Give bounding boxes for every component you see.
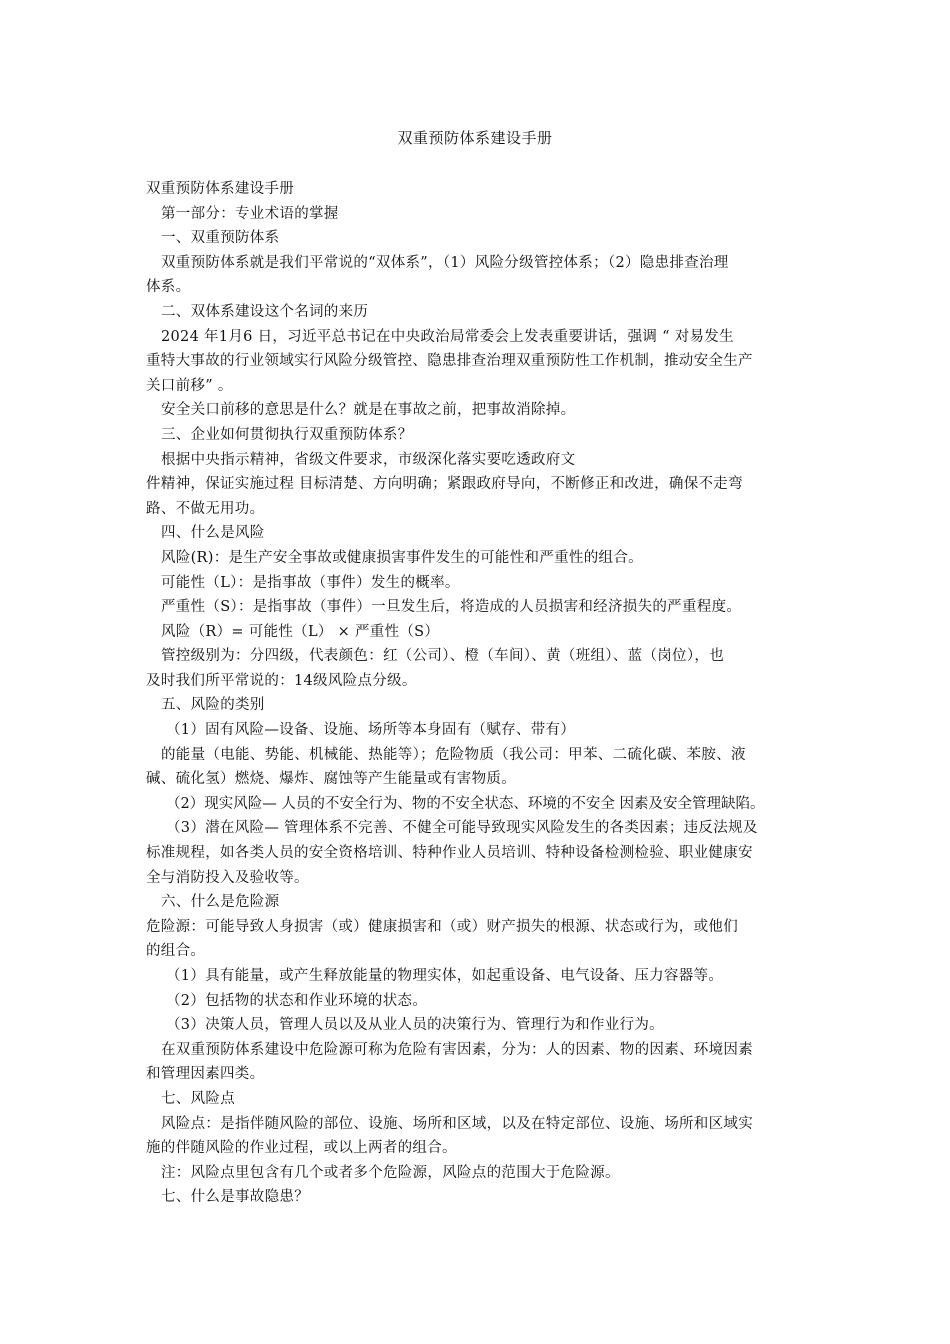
list-item: （3）潜在风险— 管理体系不完善、不健全可能导致现实风险发生的各类因素；违反法规及 bbox=[166, 820, 758, 837]
paragraph-line: 的组合。 bbox=[146, 943, 206, 960]
paragraph-line: 和管理因素四类。 bbox=[146, 1066, 265, 1083]
part-heading: 第一部分：专业术语的掌握 bbox=[161, 205, 339, 222]
section-heading: 七、风险点 bbox=[161, 1090, 235, 1107]
paragraph-line: 标准规程，如各类人员的安全资格培训、特种作业人员培训、特种设备检测检验、职业健康安 bbox=[146, 845, 753, 862]
section-heading: 一、双重预防体系 bbox=[161, 230, 280, 247]
paragraph-line: 严重性（S）：是指事故（事件）一旦发生后，将造成的人员损害和经济损失的严重程度。 bbox=[161, 599, 742, 616]
paragraph-line: 在双重预防体系建设中危险源可称为危险有害因素，分为：人的因素、物的因素、环境因素 bbox=[161, 1041, 753, 1058]
paragraph-line: 关口前移” 。 bbox=[146, 377, 233, 394]
paragraph-line: 风险(R)：是生产安全事故或健康损害事件发生的可能性和严重性的组合。 bbox=[161, 549, 643, 566]
document-heading: 双重预防体系建设手册 bbox=[146, 181, 294, 197]
list-item: （3）决策人员，管理人员以及从业人员的决策行为、管理行为和作业行为。 bbox=[166, 1017, 664, 1034]
paragraph-line: 风险点：是指伴随风险的部位、设施、场所和区域，以及在特定部位、设施、场所和区域实 bbox=[161, 1115, 753, 1132]
paragraph-line: 碱、硫化氢）燃烧、爆炸、腐蚀等产生能量或有害物质。 bbox=[146, 771, 516, 788]
section-heading: 七、什么是事故隐患？ bbox=[161, 1189, 309, 1206]
paragraph-line: 全与消防投入及验收等。 bbox=[146, 869, 309, 886]
paragraph-line: 注：风险点里包含有几个或者多个危险源，风险点的范围大于危险源。 bbox=[161, 1164, 620, 1181]
section-heading: 三、企业如何贯彻执行双重预防体系？ bbox=[161, 426, 413, 443]
document-body bbox=[146, 177, 822, 1210]
list-item: （1）固有风险—设备、设施、场所等本身固有（赋存、带有） bbox=[166, 722, 576, 739]
section-heading: 五、风险的类别 bbox=[161, 697, 265, 714]
page-title: 双重预防体系建设手册 bbox=[397, 129, 553, 147]
formula-line: 风险（R）= 可能性（L） × 严重性（S） bbox=[161, 623, 440, 640]
paragraph-line: 根据中央指示精神，省级文件要求，市级深化落实要吃透政府文 bbox=[161, 451, 576, 468]
list-item: （2）包括物的状态和作业环境的状态。 bbox=[166, 992, 428, 1009]
paragraph-line: 件精神，保证实施过程 目标清楚、方向明确；紧跟政府导向，不断修正和改进，确保不走弯 bbox=[146, 476, 743, 493]
list-item: （1）具有能量，或产生释放能量的物理实体，如起重设备、电气设备、压力容器等。 bbox=[166, 968, 724, 984]
list-item: （2）现实风险— 人员的不安全行为、物的不安全状态、环境的不安全 因素及安全管理缺陷。 bbox=[166, 795, 765, 812]
section-heading: 二、双体系建设这个名词的来历 bbox=[161, 303, 369, 320]
paragraph-line: 施的伴随风险的作业过程，或以上两者的组合。 bbox=[146, 1140, 457, 1157]
paragraph-line: 安全关口前移的意思是什么？就是在事故之前，把事故消除掉。 bbox=[161, 402, 576, 419]
paragraph-line: 危险源：可能导致人身损害（或）健康损害和（或）财产损失的根源、状态或行为，或他们 bbox=[146, 918, 738, 935]
paragraph-line: 体系。 bbox=[146, 279, 191, 296]
paragraph-line: 路、不做无用功。 bbox=[146, 500, 265, 517]
paragraph-line: 可能性（L）：是指事故（事件）发生的概率。 bbox=[161, 574, 460, 591]
section-heading: 六、什么是危险源 bbox=[161, 894, 280, 911]
paragraph-line: 及时我们所平常说的：14级风险点分级。 bbox=[146, 672, 417, 689]
paragraph-line: 双重预防体系就是我们平常说的“双体系”，（1）风险分级管控体系；（2）隐患排查治理 bbox=[161, 254, 729, 271]
paragraph-line: 管控级别为：分四级，代表颜色：红（公司）、橙（车间）、黄（班组）、蓝（岗位），也 bbox=[161, 648, 724, 665]
paragraph-line: 2024 年1月6 日，习近平总书记在中央政治局常委会上发表重要讲话，强调 “ 对易发生 bbox=[161, 328, 734, 345]
paragraph-line: 重特大事故的行业领域实行风险分级管控、隐患排查治理双重预防性工作机制，推动安全生产 bbox=[146, 353, 753, 370]
section-heading: 四、什么是风险 bbox=[161, 525, 265, 542]
paragraph-line: 的能量（电能、势能、机械能、热能等）；危险物质（我公司：甲苯、二硫化碳、苯胺、液 bbox=[161, 746, 746, 763]
